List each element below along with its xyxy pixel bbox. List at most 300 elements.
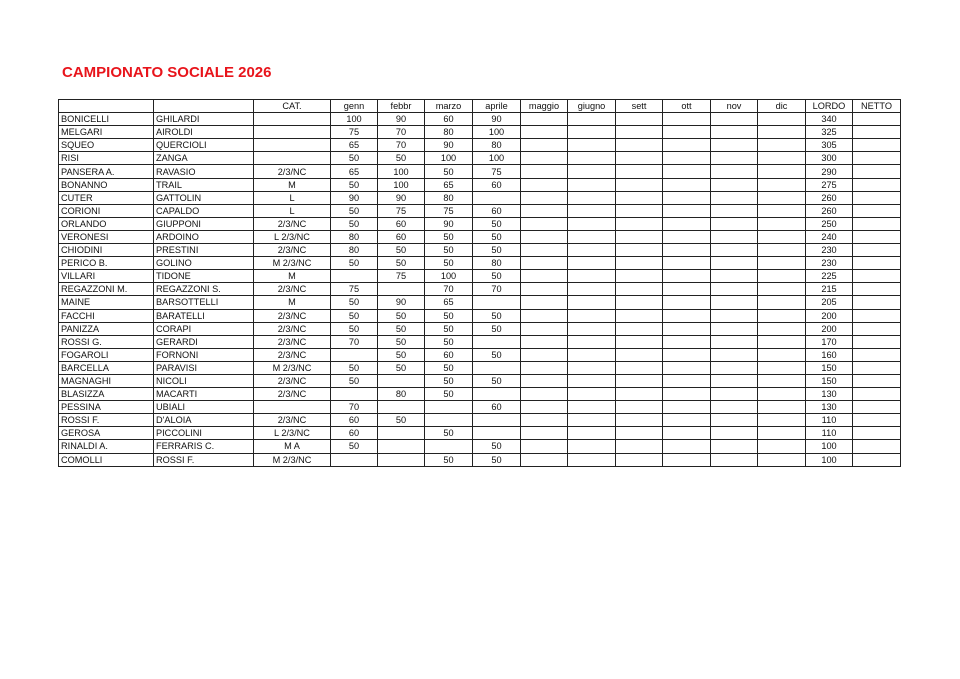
maggio-cell — [521, 309, 568, 322]
febbr-cell: 90 — [378, 296, 425, 309]
dic-cell — [758, 296, 806, 309]
player1-cell: PESSINA — [59, 401, 154, 414]
dic-cell — [758, 427, 806, 440]
lordo-cell: 240 — [806, 230, 853, 243]
genn-cell: 65 — [331, 139, 378, 152]
page-title: CAMPIONATO SOCIALE 2026 — [62, 64, 272, 81]
giugno-cell — [568, 126, 616, 139]
sett-cell — [616, 296, 663, 309]
player1-cell: MAINE — [59, 296, 154, 309]
sett-cell — [616, 270, 663, 283]
febbr-cell — [378, 453, 425, 466]
player1-cell: MAGNAGHI — [59, 374, 154, 387]
table-row — [59, 270, 901, 283]
giugno-cell — [568, 453, 616, 466]
nov-cell — [711, 165, 758, 178]
category-cell: 2/3/NC — [254, 283, 331, 296]
player1-cell: BONICELLI — [59, 113, 154, 126]
genn-cell: 70 — [331, 401, 378, 414]
febbr-cell: 75 — [378, 270, 425, 283]
febbr-cell: 100 — [378, 178, 425, 191]
player2-cell: BARATELLI — [154, 309, 254, 322]
standings-table — [58, 99, 901, 467]
sett-cell — [616, 388, 663, 401]
giugno-cell — [568, 270, 616, 283]
maggio-cell — [521, 257, 568, 270]
maggio-cell — [521, 283, 568, 296]
ott-cell — [663, 113, 711, 126]
player1-cell: CHIODINI — [59, 244, 154, 257]
aprile-cell: 70 — [473, 283, 521, 296]
marzo-cell: 50 — [425, 388, 473, 401]
marzo-cell — [425, 401, 473, 414]
marzo-cell: 90 — [425, 139, 473, 152]
maggio-cell — [521, 270, 568, 283]
table-row — [59, 191, 901, 204]
genn-cell — [331, 348, 378, 361]
genn-cell: 50 — [331, 322, 378, 335]
nov-cell — [711, 270, 758, 283]
ott-cell — [663, 388, 711, 401]
nov-cell — [711, 113, 758, 126]
player1-cell: RINALDI A. — [59, 440, 154, 453]
febbr-cell: 50 — [378, 152, 425, 165]
maggio-cell — [521, 453, 568, 466]
table-row — [59, 427, 901, 440]
netto-cell — [853, 126, 901, 139]
table-row — [59, 178, 901, 191]
maggio-cell — [521, 296, 568, 309]
category-cell: L — [254, 191, 331, 204]
table-row — [59, 440, 901, 453]
player2-cell: FORNONI — [154, 348, 254, 361]
player1-cell: BLASIZZA — [59, 388, 154, 401]
febbr-cell — [378, 283, 425, 296]
dic-cell — [758, 335, 806, 348]
marzo-cell: 50 — [425, 335, 473, 348]
giugno-cell — [568, 152, 616, 165]
category-cell: M — [254, 270, 331, 283]
ott-cell — [663, 230, 711, 243]
aprile-cell: 80 — [473, 257, 521, 270]
genn-cell: 50 — [331, 374, 378, 387]
giugno-cell — [568, 335, 616, 348]
header-genn: genn — [331, 100, 378, 113]
table-row — [59, 113, 901, 126]
header-cat: CAT. — [254, 100, 331, 113]
maggio-cell — [521, 126, 568, 139]
player1-cell: FACCHI — [59, 309, 154, 322]
giugno-cell — [568, 427, 616, 440]
category-cell: L 2/3/NC — [254, 427, 331, 440]
category-cell: 2/3/NC — [254, 388, 331, 401]
maggio-cell — [521, 139, 568, 152]
category-cell: 2/3/NC — [254, 309, 331, 322]
dic-cell — [758, 309, 806, 322]
dic-cell — [758, 453, 806, 466]
player1-cell: BONANNO — [59, 178, 154, 191]
ott-cell — [663, 401, 711, 414]
ott-cell — [663, 244, 711, 257]
febbr-cell — [378, 374, 425, 387]
maggio-cell — [521, 348, 568, 361]
table-row — [59, 126, 901, 139]
giugno-cell — [568, 401, 616, 414]
lordo-cell: 100 — [806, 440, 853, 453]
febbr-cell: 60 — [378, 230, 425, 243]
aprile-cell: 100 — [473, 152, 521, 165]
player2-cell: BARSOTTELLI — [154, 296, 254, 309]
giugno-cell — [568, 113, 616, 126]
aprile-cell — [473, 361, 521, 374]
maggio-cell — [521, 244, 568, 257]
nov-cell — [711, 191, 758, 204]
netto-cell — [853, 113, 901, 126]
player1-cell: PERICO B. — [59, 257, 154, 270]
netto-cell — [853, 139, 901, 152]
aprile-cell: 90 — [473, 113, 521, 126]
player2-cell: CAPALDO — [154, 204, 254, 217]
giugno-cell — [568, 374, 616, 387]
maggio-cell — [521, 374, 568, 387]
nov-cell — [711, 244, 758, 257]
header-name2 — [154, 100, 254, 113]
nov-cell — [711, 257, 758, 270]
netto-cell — [853, 204, 901, 217]
player2-cell: PICCOLINI — [154, 427, 254, 440]
febbr-cell: 70 — [378, 126, 425, 139]
lordo-cell: 290 — [806, 165, 853, 178]
maggio-cell — [521, 204, 568, 217]
ott-cell — [663, 427, 711, 440]
netto-cell — [853, 191, 901, 204]
ott-cell — [663, 322, 711, 335]
table-row — [59, 335, 901, 348]
ott-cell — [663, 204, 711, 217]
table-row — [59, 374, 901, 387]
sett-cell — [616, 335, 663, 348]
aprile-cell: 50 — [473, 230, 521, 243]
category-cell — [254, 139, 331, 152]
header-netto: NETTO — [853, 100, 901, 113]
header-marzo: marzo — [425, 100, 473, 113]
nov-cell — [711, 126, 758, 139]
netto-cell — [853, 244, 901, 257]
sett-cell — [616, 348, 663, 361]
category-cell: M — [254, 178, 331, 191]
nov-cell — [711, 335, 758, 348]
aprile-cell: 60 — [473, 178, 521, 191]
marzo-cell: 80 — [425, 126, 473, 139]
genn-cell: 50 — [331, 178, 378, 191]
header-row — [59, 100, 901, 113]
player1-cell: MELGARI — [59, 126, 154, 139]
player2-cell: UBIALI — [154, 401, 254, 414]
category-cell: M 2/3/NC — [254, 257, 331, 270]
ott-cell — [663, 139, 711, 152]
player2-cell: REGAZZONI S. — [154, 283, 254, 296]
nov-cell — [711, 374, 758, 387]
dic-cell — [758, 204, 806, 217]
lordo-cell: 205 — [806, 296, 853, 309]
marzo-cell: 100 — [425, 152, 473, 165]
lordo-cell: 300 — [806, 152, 853, 165]
dic-cell — [758, 191, 806, 204]
aprile-cell — [473, 414, 521, 427]
febbr-cell: 50 — [378, 322, 425, 335]
ott-cell — [663, 217, 711, 230]
dic-cell — [758, 283, 806, 296]
giugno-cell — [568, 296, 616, 309]
player2-cell: D'ALOIA — [154, 414, 254, 427]
table-row — [59, 322, 901, 335]
genn-cell: 50 — [331, 152, 378, 165]
febbr-cell: 70 — [378, 139, 425, 152]
giugno-cell — [568, 348, 616, 361]
player1-cell: FOGAROLI — [59, 348, 154, 361]
table-body — [59, 113, 901, 467]
sett-cell — [616, 427, 663, 440]
genn-cell: 90 — [331, 191, 378, 204]
dic-cell — [758, 348, 806, 361]
lordo-cell: 225 — [806, 270, 853, 283]
table-row — [59, 139, 901, 152]
sett-cell — [616, 244, 663, 257]
marzo-cell: 50 — [425, 230, 473, 243]
player2-cell: ZANGA — [154, 152, 254, 165]
genn-cell: 50 — [331, 440, 378, 453]
genn-cell: 50 — [331, 257, 378, 270]
player2-cell: GIUPPONI — [154, 217, 254, 230]
sett-cell — [616, 361, 663, 374]
category-cell: 2/3/NC — [254, 348, 331, 361]
febbr-cell: 50 — [378, 361, 425, 374]
lordo-cell: 305 — [806, 139, 853, 152]
nov-cell — [711, 230, 758, 243]
dic-cell — [758, 388, 806, 401]
sett-cell — [616, 204, 663, 217]
febbr-cell: 60 — [378, 217, 425, 230]
sett-cell — [616, 191, 663, 204]
aprile-cell: 50 — [473, 309, 521, 322]
marzo-cell — [425, 414, 473, 427]
sett-cell — [616, 453, 663, 466]
genn-cell: 80 — [331, 230, 378, 243]
lordo-cell: 215 — [806, 283, 853, 296]
nov-cell — [711, 348, 758, 361]
nov-cell — [711, 453, 758, 466]
player2-cell: MACARTI — [154, 388, 254, 401]
febbr-cell: 50 — [378, 348, 425, 361]
aprile-cell: 75 — [473, 165, 521, 178]
giugno-cell — [568, 244, 616, 257]
netto-cell — [853, 453, 901, 466]
header-lordo: LORDO — [806, 100, 853, 113]
category-cell: L 2/3/NC — [254, 230, 331, 243]
giugno-cell — [568, 257, 616, 270]
giugno-cell — [568, 414, 616, 427]
febbr-cell: 50 — [378, 244, 425, 257]
dic-cell — [758, 414, 806, 427]
ott-cell — [663, 309, 711, 322]
ott-cell — [663, 283, 711, 296]
table-row — [59, 388, 901, 401]
marzo-cell: 50 — [425, 165, 473, 178]
table-row — [59, 401, 901, 414]
nov-cell — [711, 296, 758, 309]
marzo-cell: 50 — [425, 374, 473, 387]
aprile-cell: 50 — [473, 453, 521, 466]
lordo-cell: 275 — [806, 178, 853, 191]
aprile-cell — [473, 296, 521, 309]
sett-cell — [616, 165, 663, 178]
lordo-cell: 110 — [806, 414, 853, 427]
nov-cell — [711, 309, 758, 322]
genn-cell — [331, 453, 378, 466]
nov-cell — [711, 427, 758, 440]
nov-cell — [711, 283, 758, 296]
marzo-cell: 90 — [425, 217, 473, 230]
category-cell — [254, 152, 331, 165]
giugno-cell — [568, 283, 616, 296]
giugno-cell — [568, 204, 616, 217]
marzo-cell: 50 — [425, 244, 473, 257]
febbr-cell: 50 — [378, 335, 425, 348]
ott-cell — [663, 257, 711, 270]
giugno-cell — [568, 230, 616, 243]
player2-cell: TIDONE — [154, 270, 254, 283]
player1-cell: PANSERA A. — [59, 165, 154, 178]
nov-cell — [711, 388, 758, 401]
lordo-cell: 100 — [806, 453, 853, 466]
lordo-cell: 170 — [806, 335, 853, 348]
maggio-cell — [521, 335, 568, 348]
netto-cell — [853, 217, 901, 230]
category-cell: 2/3/NC — [254, 244, 331, 257]
dic-cell — [758, 401, 806, 414]
marzo-cell: 60 — [425, 348, 473, 361]
table-row — [59, 348, 901, 361]
sett-cell — [616, 257, 663, 270]
nov-cell — [711, 401, 758, 414]
giugno-cell — [568, 440, 616, 453]
ott-cell — [663, 296, 711, 309]
player1-cell: ORLANDO — [59, 217, 154, 230]
header-giugno: giugno — [568, 100, 616, 113]
netto-cell — [853, 152, 901, 165]
maggio-cell — [521, 414, 568, 427]
table-row — [59, 414, 901, 427]
lordo-cell: 230 — [806, 257, 853, 270]
aprile-cell: 50 — [473, 244, 521, 257]
player2-cell: CORAPI — [154, 322, 254, 335]
sett-cell — [616, 113, 663, 126]
table-row — [59, 296, 901, 309]
genn-cell: 65 — [331, 165, 378, 178]
nov-cell — [711, 178, 758, 191]
player1-cell: ROSSI G. — [59, 335, 154, 348]
category-cell — [254, 113, 331, 126]
dic-cell — [758, 139, 806, 152]
table-row — [59, 152, 901, 165]
player1-cell: SQUEO — [59, 139, 154, 152]
table-row — [59, 361, 901, 374]
netto-cell — [853, 401, 901, 414]
lordo-cell: 340 — [806, 113, 853, 126]
maggio-cell — [521, 152, 568, 165]
player1-cell: ROSSI F. — [59, 414, 154, 427]
nov-cell — [711, 204, 758, 217]
netto-cell — [853, 178, 901, 191]
table-row — [59, 217, 901, 230]
genn-cell: 75 — [331, 126, 378, 139]
player1-cell: CORIONI — [59, 204, 154, 217]
sett-cell — [616, 440, 663, 453]
sett-cell — [616, 401, 663, 414]
header-ott: ott — [663, 100, 711, 113]
netto-cell — [853, 335, 901, 348]
febbr-cell: 50 — [378, 309, 425, 322]
netto-cell — [853, 440, 901, 453]
table-row — [59, 165, 901, 178]
maggio-cell — [521, 361, 568, 374]
netto-cell — [853, 388, 901, 401]
marzo-cell: 70 — [425, 283, 473, 296]
sett-cell — [616, 217, 663, 230]
febbr-cell — [378, 401, 425, 414]
aprile-cell: 100 — [473, 126, 521, 139]
giugno-cell — [568, 139, 616, 152]
lordo-cell: 230 — [806, 244, 853, 257]
sett-cell — [616, 414, 663, 427]
sett-cell — [616, 152, 663, 165]
aprile-cell: 50 — [473, 440, 521, 453]
marzo-cell: 50 — [425, 427, 473, 440]
marzo-cell: 65 — [425, 296, 473, 309]
category-cell: M — [254, 296, 331, 309]
aprile-cell — [473, 427, 521, 440]
sett-cell — [616, 283, 663, 296]
nov-cell — [711, 322, 758, 335]
aprile-cell — [473, 388, 521, 401]
dic-cell — [758, 217, 806, 230]
marzo-cell: 60 — [425, 113, 473, 126]
aprile-cell: 60 — [473, 401, 521, 414]
giugno-cell — [568, 361, 616, 374]
netto-cell — [853, 257, 901, 270]
category-cell: 2/3/NC — [254, 414, 331, 427]
category-cell: 2/3/NC — [254, 217, 331, 230]
player1-cell: GEROSA — [59, 427, 154, 440]
header-aprile: aprile — [473, 100, 521, 113]
dic-cell — [758, 322, 806, 335]
player1-cell: BARCELLA — [59, 361, 154, 374]
player2-cell: PRESTINI — [154, 244, 254, 257]
nov-cell — [711, 414, 758, 427]
lordo-cell: 200 — [806, 322, 853, 335]
maggio-cell — [521, 113, 568, 126]
sett-cell — [616, 374, 663, 387]
maggio-cell — [521, 191, 568, 204]
maggio-cell — [521, 217, 568, 230]
ott-cell — [663, 191, 711, 204]
player2-cell: ARDOINO — [154, 230, 254, 243]
player1-cell: VILLARI — [59, 270, 154, 283]
player1-cell: CUTER — [59, 191, 154, 204]
ott-cell — [663, 178, 711, 191]
table-row — [59, 204, 901, 217]
marzo-cell: 50 — [425, 453, 473, 466]
